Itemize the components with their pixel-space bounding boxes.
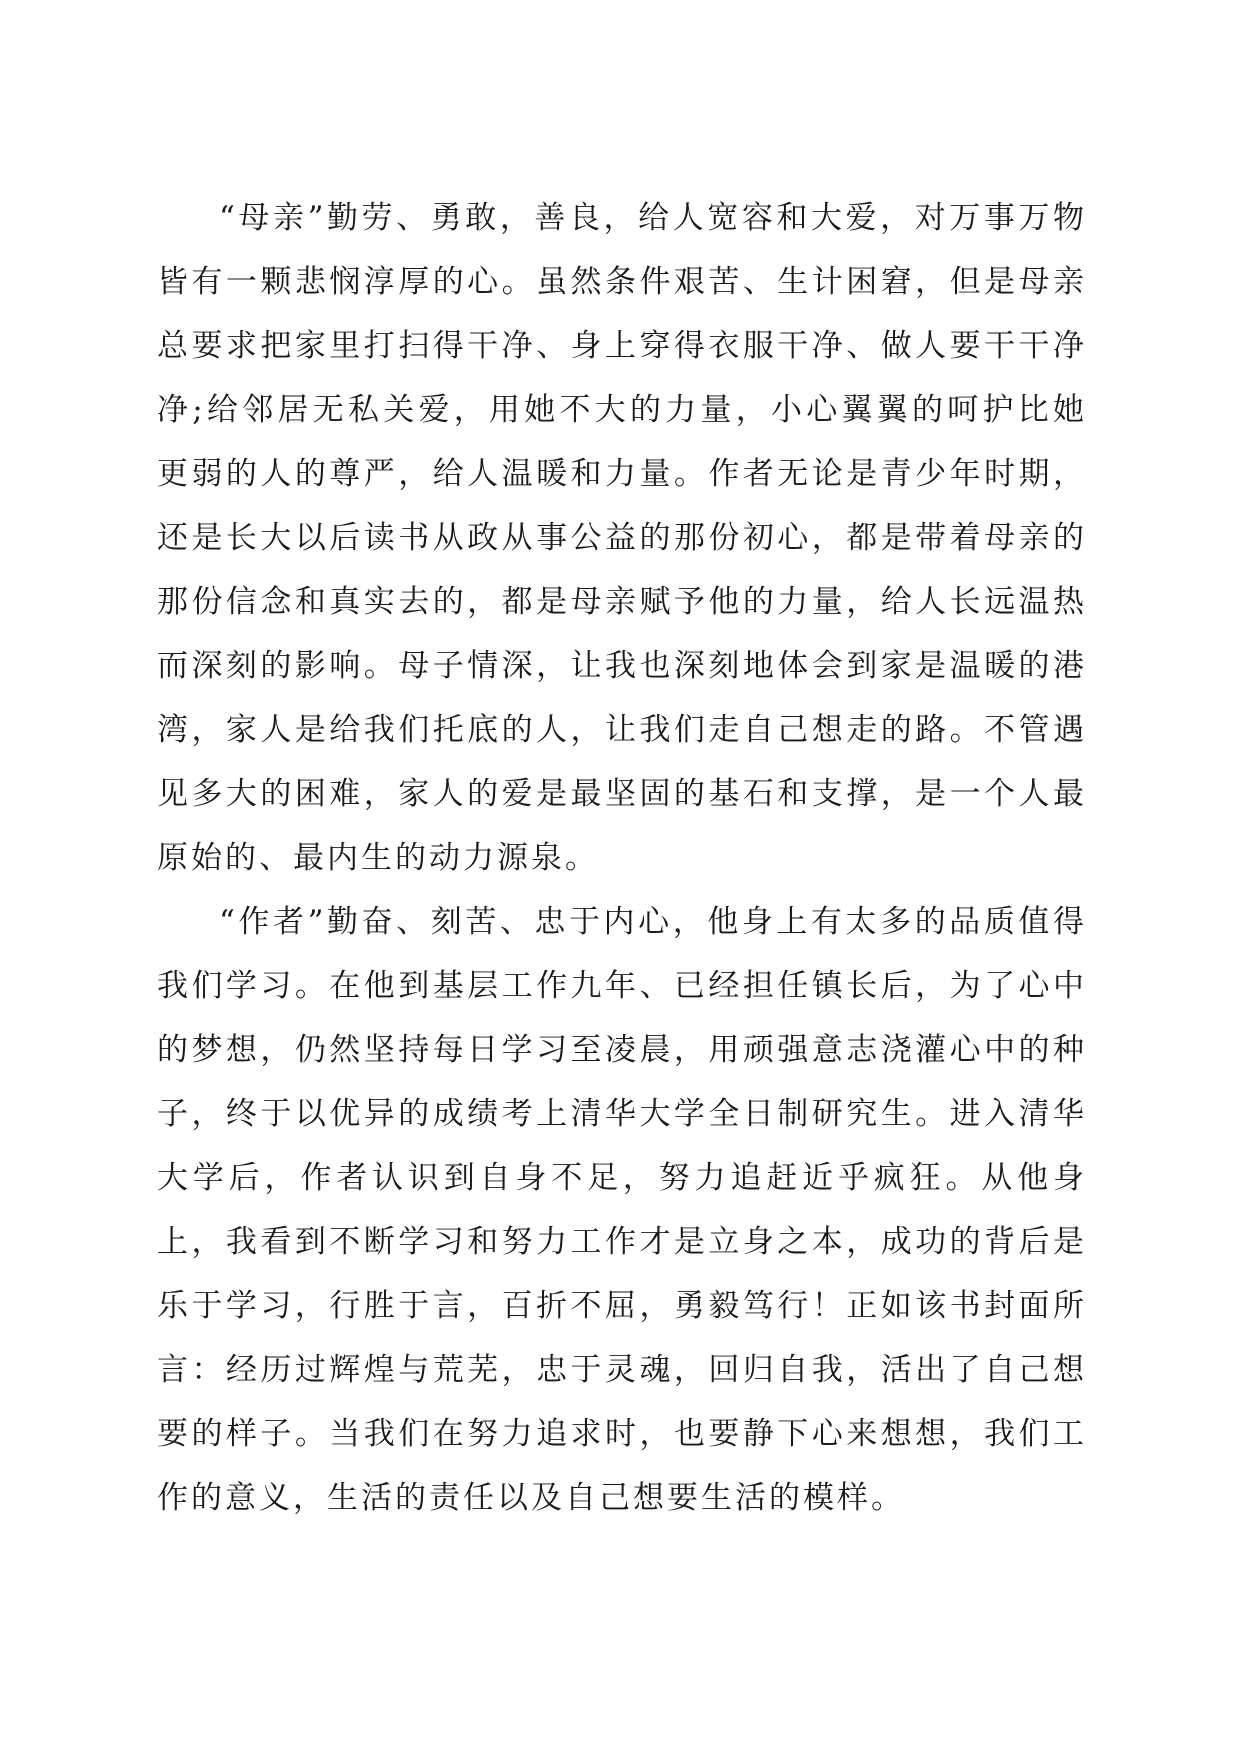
paragraph-author: “作者”勤奋、刻苦、忠于内心，他身上有太多的品质值得我们学习。在他到基层工作九年、已经担任镇长后，为了心中的梦想，仍然坚持每日学习至凌晨，用顽强意志浇灌心中的种子，终于以优异的成绩考上清华大学全日制研究生。进入清华大学后，作者认识到自身不足，努力追赶近乎疯狂。从他身上，我看到不断学习和努力工作才是立身之本，成功的背后是乐于学习，行胜于言，百折不屈，勇毅笃行！正如该书封面所言：经历过辉煌与荒芜，忠于灵魂，回归自我，活出了自己想要的样子。当我们在努力追求时，也要静下心来想想，我们工作的意义，生活的责任以及自己想要生活的模样。 <box>157 904 1087 1516</box>
paragraph-mother: “母亲”勤劳、勇敢，善良，给人宽容和大爱，对万事万物皆有一颗悲悯淳厚的心。虽然条件艰苦、生计困窘，但是母亲总要求把家里打扫得干净、身上穿得衣服干净、做人要干干净净;给邻居无私关爱，用她不大的力量，小心翼翼的呵护比她更弱的人的尊严，给人温暖和力量。作者无论是青少年时期，还是长大以后读书从政从事公益的那份初心，都是带着母亲的那份信念和真实去的，都是母亲赋予他的力量，给人长远温热而深刻的影响。母子情深，让我也深刻地体会到家是温暖的港湾，家人是给我们托底的人，让我们走自己想走的路。不管遇见多大的困难，家人的爱是最坚固的基石和支撑，是一个人最原始的、最内生的动力源泉。 <box>157 200 1087 876</box>
document-body <box>157 186 1087 1530</box>
